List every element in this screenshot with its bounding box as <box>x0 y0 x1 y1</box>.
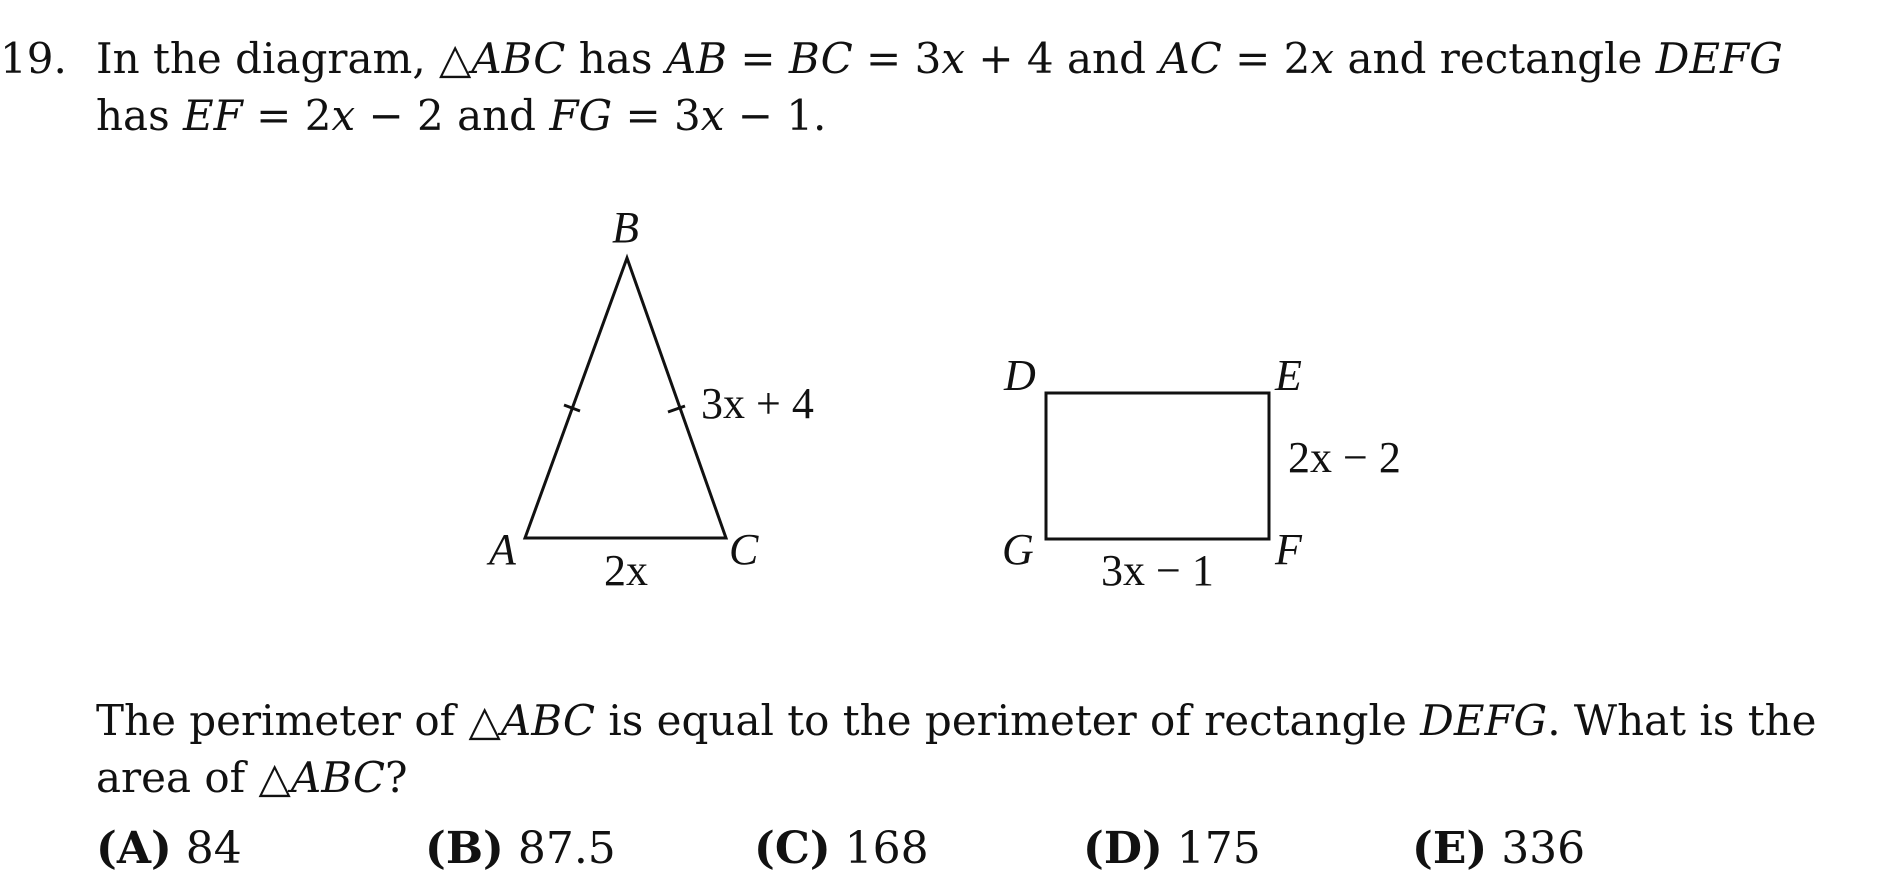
side-label-ac: 2x <box>604 546 648 595</box>
triangle-abc <box>486 203 814 595</box>
answer-choice-d[interactable]: (D) 175 <box>1083 823 1261 874</box>
answer-choice-a[interactable]: (A) 84 <box>96 823 242 874</box>
vertex-label-g: G <box>1002 525 1034 574</box>
vertex-label-f: F <box>1275 525 1302 574</box>
side-label-bc: 3x + 4 <box>701 379 814 428</box>
question-stem-line-1: In the diagram, △ABC has AB = BC = 3x + 4 and AC = 2x and rectangle DEFG <box>96 34 1783 83</box>
side-label-ef: 2x − 2 <box>1288 433 1401 482</box>
triangle-outline <box>525 258 726 538</box>
answer-choice-e[interactable]: (E) 336 <box>1412 823 1586 874</box>
vertex-label-b: B <box>612 203 639 252</box>
vertex-label-d: D <box>1004 351 1036 400</box>
vertex-label-c: C <box>729 525 759 574</box>
rectangle-outline <box>1046 393 1269 539</box>
rectangle-defg <box>1002 351 1401 595</box>
question-prompt-line-1: The perimeter of △ABC is equal to the perimeter of rectangle DEFG. What is the <box>96 696 1817 745</box>
question-stem-line-2: has EF = 2x − 2 and FG = 3x − 1. <box>96 91 827 140</box>
question-number: 19. <box>0 34 67 83</box>
answer-choice-c[interactable]: (C) 168 <box>754 823 929 874</box>
answer-choice-b[interactable]: (B) 87.5 <box>425 823 616 874</box>
vertex-label-a: A <box>489 525 516 574</box>
question-prompt-line-2: area of △ABC? <box>96 753 408 802</box>
side-label-fg: 3x − 1 <box>1101 546 1214 595</box>
vertex-label-e: E <box>1275 351 1302 400</box>
